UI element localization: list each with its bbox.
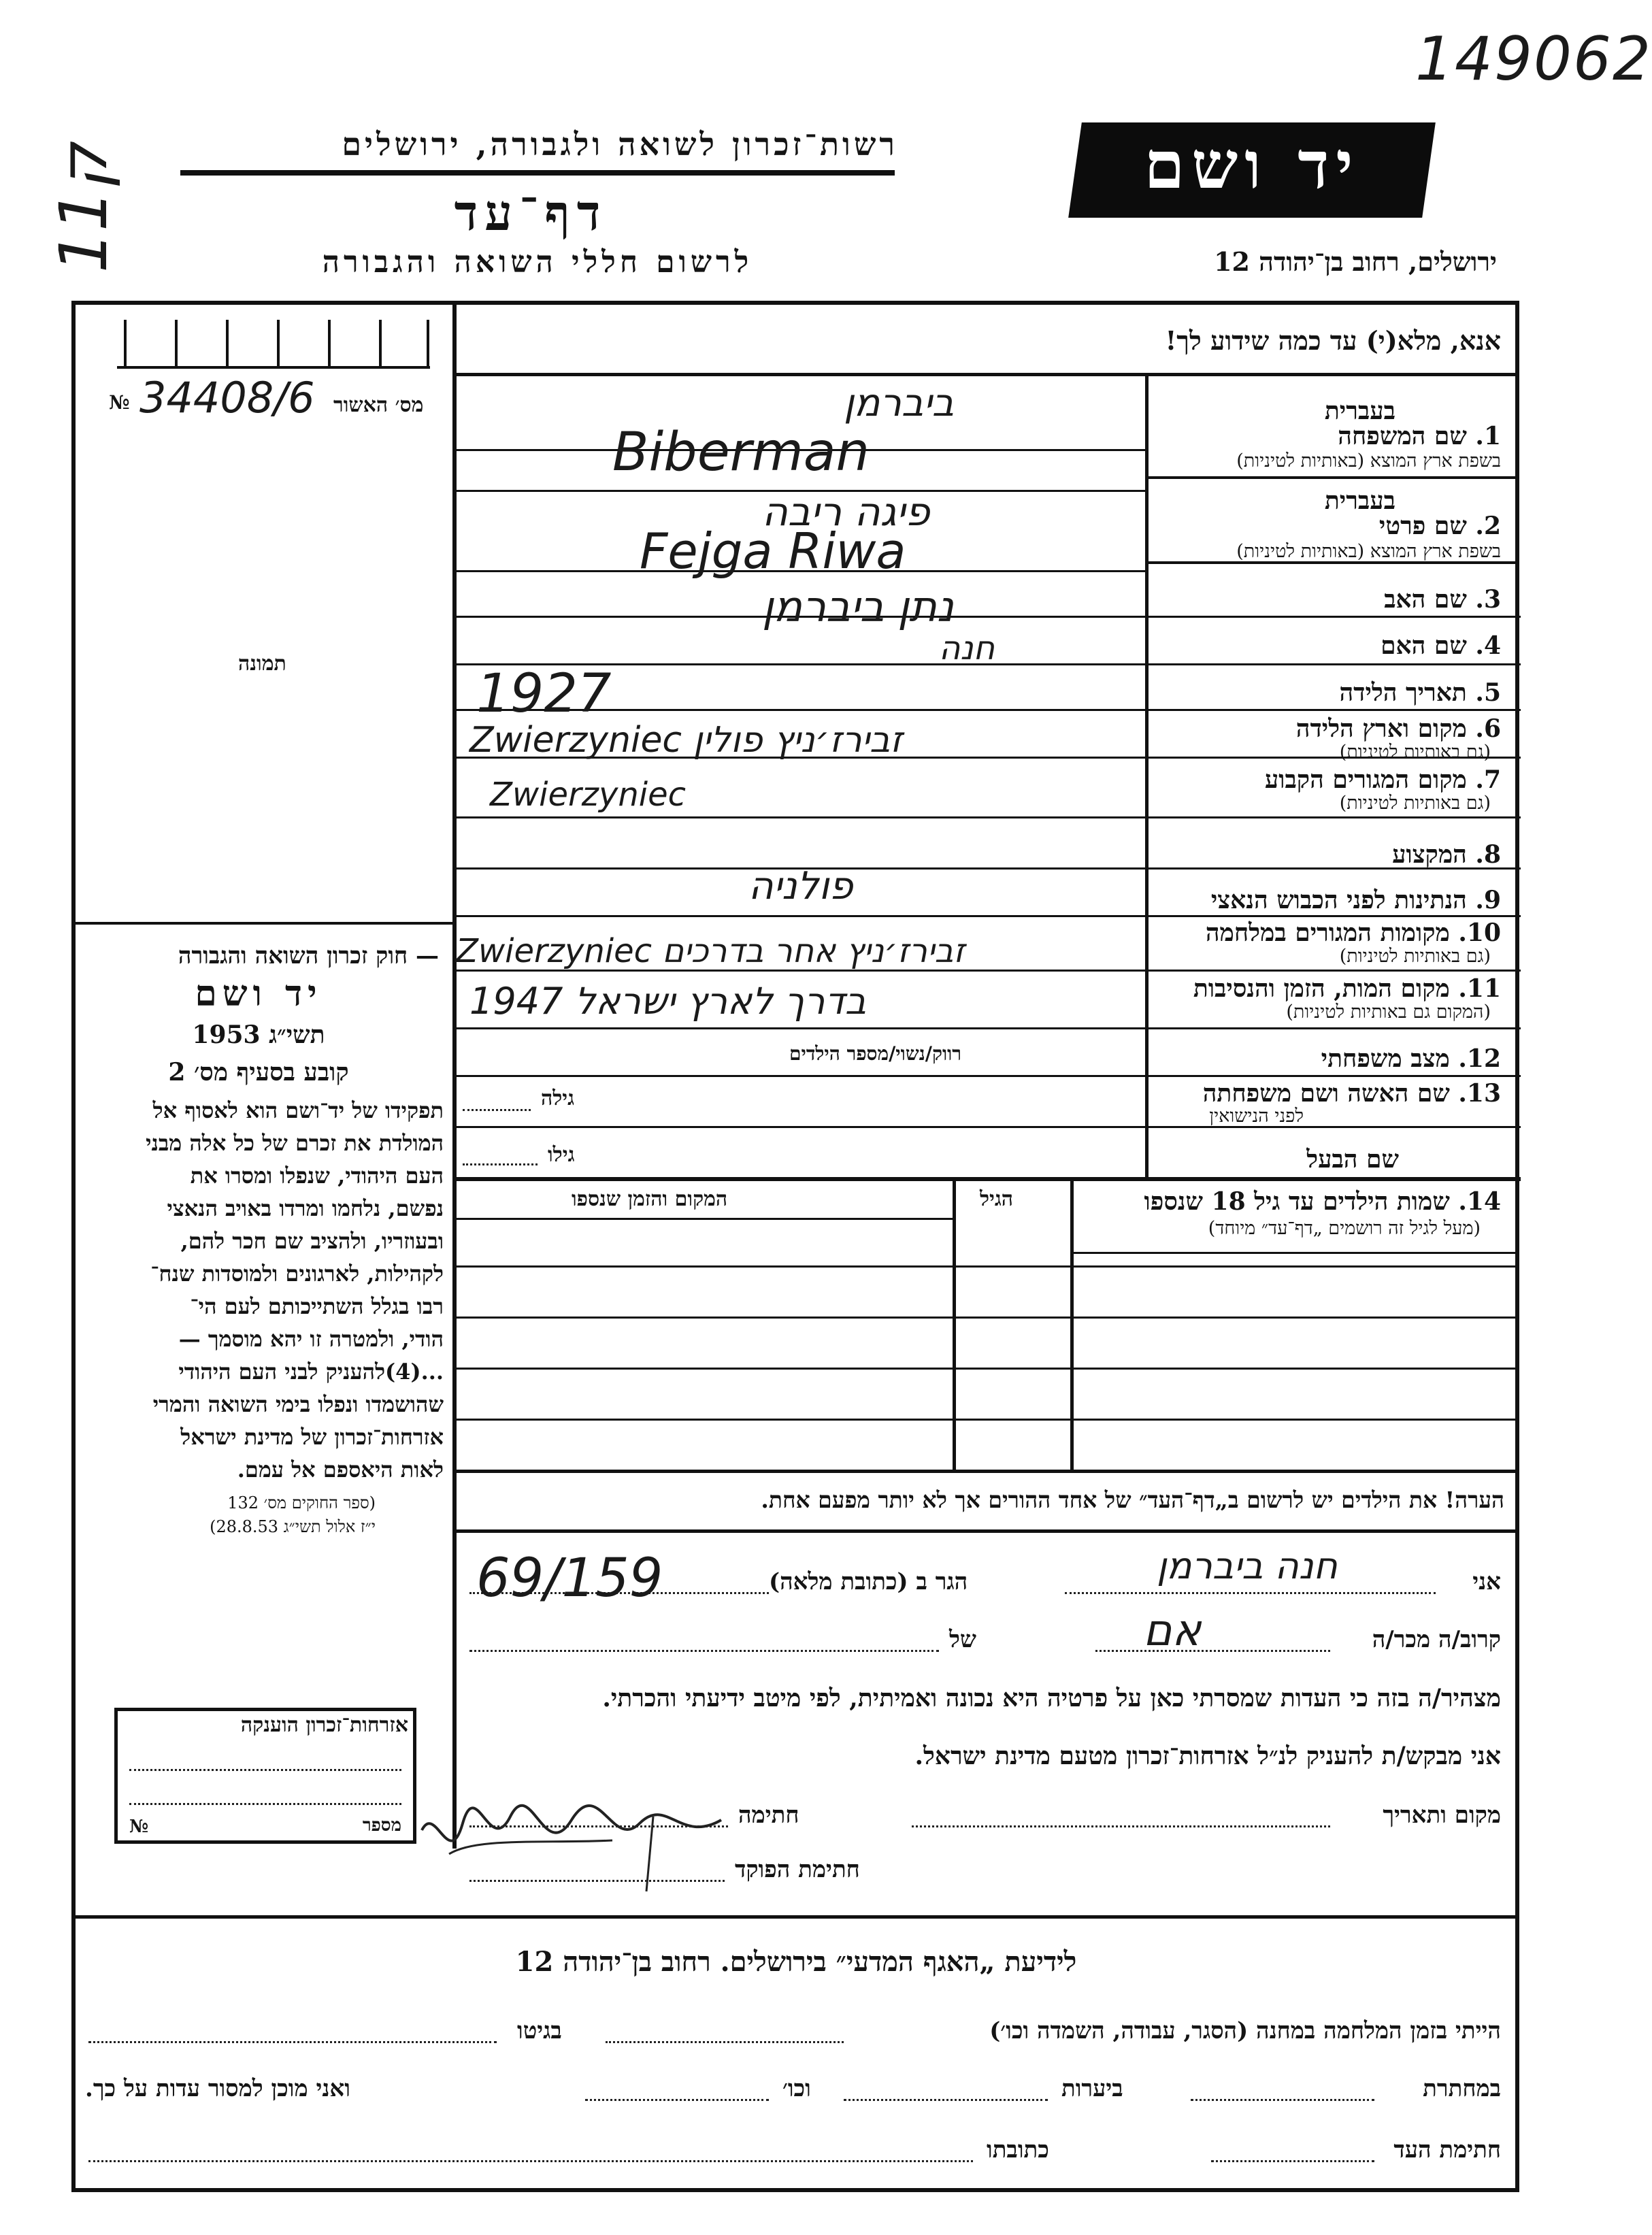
field-11-value: 1947 בדרך לארץ ישראל <box>469 980 867 1023</box>
children-sub: (מעל לגיל זה רושמים „דף־עד״ מיוחד) <box>1208 1218 1481 1239</box>
law-line: ...(4)להעניק לבני העם היהודי <box>178 1359 444 1385</box>
authority-name: רשות־זכרון לשואה ולגבורה, ירושלים <box>342 126 898 163</box>
field-3-value: נתן ביברמן <box>762 582 954 631</box>
law-text <box>76 1094 444 1486</box>
decl-signature-label: חתימה <box>738 1802 799 1829</box>
field-5-label: 5. תאריך הלידה <box>1339 678 1501 707</box>
field-1-hebrew-tag: בעברית <box>1324 397 1395 425</box>
yad-vashem-logo-text: יד ושם <box>1144 127 1360 203</box>
decl-residing-label: הגר ב (כתובת מלאה) <box>769 1568 968 1595</box>
decl-address-value: 69/159 <box>476 1548 663 1609</box>
field-2-label: 2. שם פרטי <box>1378 512 1501 540</box>
law-line: המולדת את זכרם של כל אלה מבני <box>146 1130 444 1156</box>
husband-label: שם הבעל <box>1306 1145 1399 1174</box>
field-6-value: Zwierzyniec זבירז׳ניץ פולין <box>469 720 903 761</box>
field-13-label: 13. שם האשה ושם משפחתה <box>1202 1079 1501 1108</box>
margin-mark: ק11 <box>46 143 122 274</box>
form-subtitle: לרשום חללי השואה והגבורה <box>322 245 753 280</box>
form-title: דף־עד <box>454 184 608 242</box>
field-9-label: 9. הנתינות לפני הכבוש הנאצי <box>1210 886 1501 914</box>
signature-scribble <box>408 1789 735 1898</box>
children-col-age: הגיל <box>980 1187 1014 1211</box>
field-7-sub: (גם באותיות לטיניות) <box>1339 793 1491 814</box>
footer-forests-label: ביערות <box>1061 2075 1123 2102</box>
field-6-label: 6. מקום וארץ הלידה <box>1295 714 1501 743</box>
field-7-label: 7. מקום המגורים הקבוע <box>1264 765 1501 794</box>
approval-label: מס׳ האשור <box>333 393 424 417</box>
footer-camp-line: הייתי בזמן המלחמה במחנה (הסגר, עבודה, השמדה וכו׳) <box>989 2017 1501 2044</box>
law-line: העם היהודי, שנפלו ומסרו את <box>190 1163 444 1189</box>
age-label-wife: גילה <box>541 1087 575 1110</box>
law-title: — חוק זכרון השואה והגבורה <box>178 942 439 970</box>
citizenship-number-label: מספר <box>362 1815 401 1836</box>
footer-ready-label: ואני מוכן למסור עדות על כך. <box>85 2075 350 2102</box>
decl-request: אני מבקש/ת להעניק לנ״ל אזרחות־זכרון מטעם מדינת ישראל. <box>914 1742 1501 1770</box>
footer-address-label: כתובתו <box>987 2136 1049 2164</box>
law-line: רבו בגלל השתייכותם לעם הי־ <box>190 1293 444 1319</box>
citizenship-no-sign: № <box>129 1817 149 1837</box>
law-line: לאות היאספם אל עמם. <box>237 1457 444 1483</box>
law-line: לקהילות, לארגונים ולמוסדות שנח־ <box>150 1261 444 1287</box>
form-intro: אנא, מלא(י) עד כמה שידוע לך! <box>1165 325 1501 356</box>
field-1-value-hebrew: ביברמן <box>844 381 955 425</box>
age-label-husband: גילו <box>548 1143 575 1167</box>
citizenship-box-title: אזרחות־זכרון הוענקה <box>240 1713 408 1737</box>
footer-ghetto-label: בגיטו <box>517 2017 562 2044</box>
field-2-sub: בשפת ארץ המוצא (באותיות לטיניות) <box>1236 541 1501 562</box>
field-4-label: 4. שם האם <box>1381 631 1501 660</box>
field-6-sub: (גם באותיות לטיניות) <box>1339 742 1491 763</box>
field-10-sub: (גם באותיות לטיניות) <box>1339 946 1491 967</box>
law-year: תשי״ג 1953 <box>192 1021 325 1049</box>
field-10-label: 10. מקומות המגורים במלחמה <box>1205 918 1501 947</box>
law-line: ובעוזריו, ולהציב שם חכר להם, <box>180 1228 444 1254</box>
law-line: תפקידו של יד־ושם הוא לאסוף אל <box>152 1097 444 1123</box>
field-5-value: 1927 <box>476 663 612 725</box>
decl-i-label: אני <box>1472 1568 1501 1595</box>
footer-hiding-label: במחתרת <box>1423 2075 1501 2102</box>
law-ref-2: י״ז אלול תשי״ג 28.8.53) <box>210 1517 376 1536</box>
photo-label: תמונה <box>238 652 286 676</box>
field-2-value-latin: Fejga Riwa <box>640 523 906 580</box>
field-11-label: 11. מקום המות, הזמן והנסיבות <box>1193 974 1501 1003</box>
law-line: שהושמדו ונפלו בימי השואה והמרי <box>152 1391 444 1417</box>
field-3-label: 3. שם האב <box>1384 585 1501 614</box>
field-1-label: 1. שם המשפחה <box>1338 422 1501 450</box>
children-label: 14. שמות הילדים עד גיל 18 שנספו <box>1144 1187 1501 1216</box>
decl-officer-signature-label: חתימת הפוקד <box>735 1856 860 1883</box>
footer-etc-label: וכו׳ <box>782 2075 811 2102</box>
law-line: נפשם, נלחמו ומרדו באויב הנאצי <box>167 1195 444 1221</box>
field-10-value: Zwierzyniec זבירז׳ניץ אחר בדרכים <box>456 932 965 970</box>
decl-place-date-label: מקום ותאריך <box>1383 1802 1501 1829</box>
field-11-sub: (המקום גם באותיות לטיניות) <box>1286 1001 1491 1023</box>
law-line: אזרחות־זכרון של מדינת ישראל <box>180 1424 444 1450</box>
field-4-value: חנה <box>939 629 995 667</box>
field-13-sub: לפני הנישואין <box>1209 1106 1304 1127</box>
field-7-value: Zwierzyniec <box>490 776 687 814</box>
field-1-value-latin: Biberman <box>612 422 870 483</box>
law-section: קובע בסעיף מס׳ 2 <box>168 1058 349 1087</box>
decl-statement: מצהיר/ה בזה כי העדות שמסרתי כאן על פרטיה היא נכונה ואמיתית, לפי מיטב ידיעתי והכרתי. <box>602 1684 1501 1712</box>
decl-relative-value: אם <box>1143 1606 1202 1656</box>
field-8-label: 8. המקצוע <box>1392 840 1501 869</box>
law-ref-1: (ספר החוקים מס׳ 132 <box>227 1493 376 1512</box>
decl-relative-label: קרוב/ה מכר/ה <box>1372 1626 1501 1653</box>
header-address: ירושלים, רחוב בן־יהודה 12 <box>1214 246 1497 277</box>
approval-no-sign: № <box>109 391 130 414</box>
approval-number: 34408/6 <box>139 373 315 423</box>
children-note: הערה! את הילדים יש לרשום ב„דף־העד״ של אחד ההורים אך לא יותר מפעם אחת. <box>761 1487 1504 1513</box>
children-col-place: המקום והזמן שנספו <box>572 1187 728 1211</box>
field-2-value-hebrew: פיגה ריבה <box>762 489 930 535</box>
law-logo: יד ושם <box>195 973 323 1014</box>
archive-number: 149062 <box>1415 24 1652 94</box>
law-line: הודי, ולמטרה זו יהא מוסמך — <box>178 1326 444 1352</box>
header-underline <box>180 170 895 176</box>
decl-witness-name: חנה ביברמן <box>1157 1544 1338 1587</box>
field-1-sub: בשפת ארץ המוצא (באותיות לטיניות) <box>1236 450 1501 471</box>
field-2-hebrew-tag: בעברית <box>1324 486 1395 515</box>
approval-tick-boxes <box>117 320 430 367</box>
field-9-value: פולניה <box>748 864 853 908</box>
decl-of-label: של <box>949 1626 976 1653</box>
field-12-label: 12. מצב משפחתי <box>1321 1044 1501 1073</box>
footer-witness-sig-label: חתימת העד <box>1393 2136 1501 2164</box>
footer-heading: לידיעת „האגף המדעי״ בירושלים. רחוב בן־יהודה 12 <box>515 1946 1077 1978</box>
field-12-value: רווק/נשוי/מספר הילדים <box>789 1042 962 1065</box>
